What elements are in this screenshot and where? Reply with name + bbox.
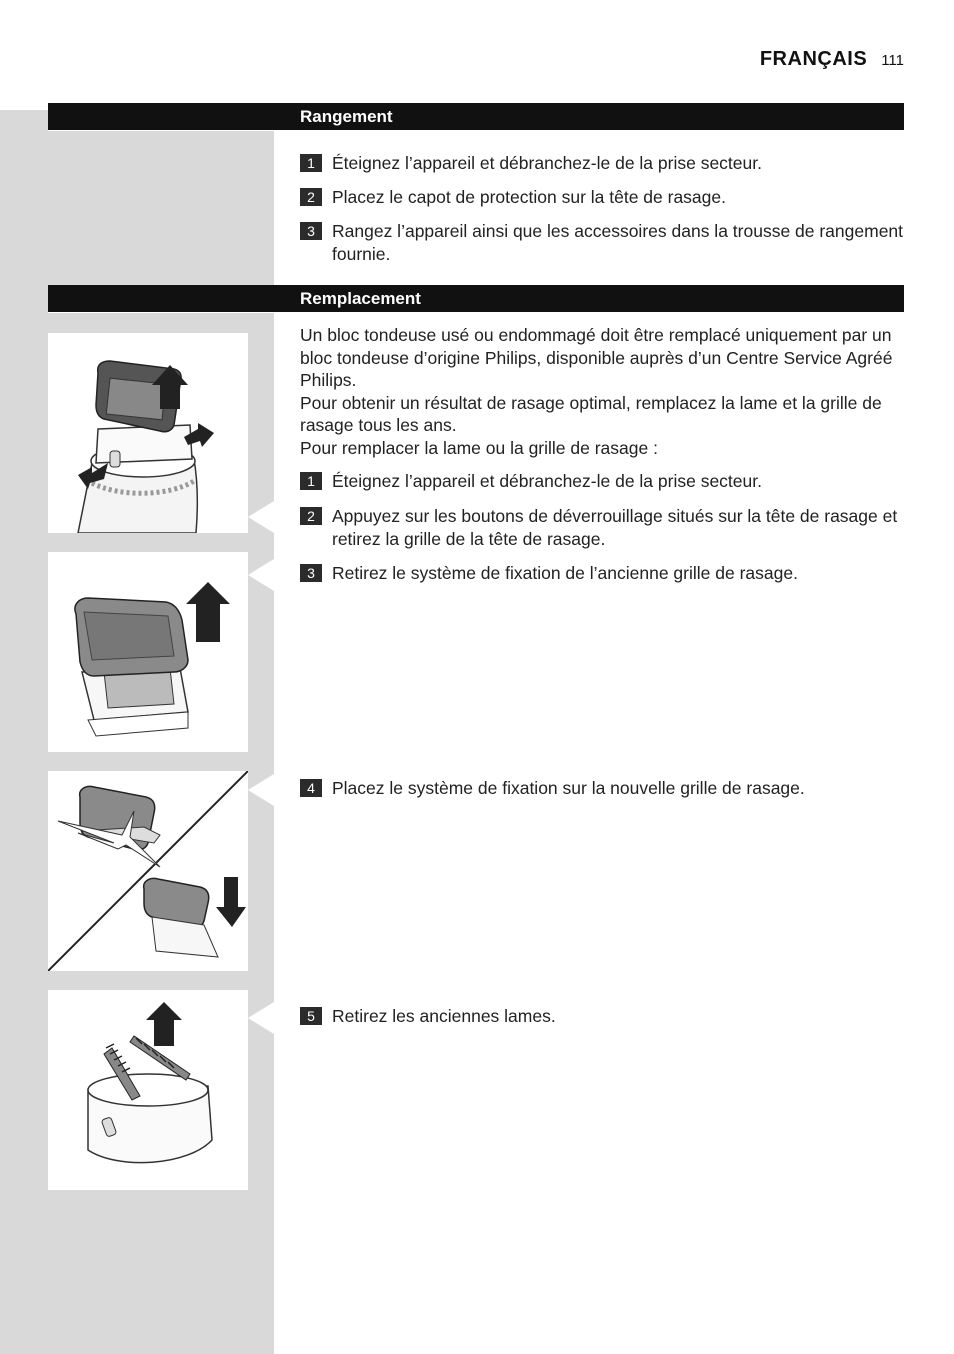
section-title: Remplacement [300, 289, 421, 308]
illustration-remove-cutters [48, 990, 248, 1190]
section-title: Rangement [300, 107, 393, 126]
step-text: Retirez le système de fixation de l’ancienne grille de rasage. [332, 563, 798, 583]
step-number: 1 [300, 154, 322, 172]
remplacement-intro [300, 324, 904, 460]
intro-paragraph: Pour remplacer la lame ou la grille de rasage : [300, 437, 658, 458]
page-header [760, 48, 904, 71]
step-text: Appuyez sur les boutons de déverrouillage situés sur la tête de rasage et retirez la grille de la tête de rasage. [332, 506, 898, 549]
remplacement-step-1 [300, 470, 904, 493]
figure-pointer [248, 770, 274, 810]
step-text: Retirez les anciennes lames. [332, 1006, 556, 1026]
figure-pointer [248, 497, 274, 537]
step-number: 4 [300, 779, 322, 797]
illustration-attach-frame [48, 771, 248, 971]
language-label: FRANÇAIS [759, 48, 868, 70]
illustration-remove-frame [48, 552, 248, 752]
step-number: 3 [300, 564, 322, 582]
intro-paragraph: Un bloc tondeuse usé ou endommagé doit être remplacé uniquement par un bloc tondeuse d’origine Philips, disponible auprès d’un Centre Service Agréé Philips. [300, 325, 893, 391]
remplacement-step-3 [300, 562, 904, 585]
step-text: Rangez l’appareil ainsi que les accessoires dans la trousse de rangement fournie. [332, 221, 904, 264]
figure-pointer [248, 555, 274, 595]
intro-paragraph: Pour obtenir un résultat de rasage optimal, remplacez la lame et la grille de rasage tous les ans. [300, 392, 882, 436]
step-number: 2 [300, 188, 322, 206]
section-bar-rangement [48, 103, 904, 131]
step-text: Placez le capot de protection sur la tête de rasage. [332, 187, 726, 207]
step-number: 5 [300, 1007, 322, 1025]
section-bar-remplacement [48, 285, 904, 313]
illustration-release-foil [48, 333, 248, 533]
step-text: Placez le système de fixation sur la nouvelle grille de rasage. [332, 778, 805, 798]
step-number: 1 [300, 472, 322, 490]
step-text: Éteignez l’appareil et débranchez-le de la prise secteur. [332, 471, 762, 491]
rangement-step-2 [300, 186, 904, 209]
step-number: 2 [300, 507, 322, 525]
rangement-step-3 [300, 220, 904, 266]
remplacement-step-4 [300, 777, 904, 800]
remplacement-step-5 [300, 1005, 904, 1028]
figure-pointer [248, 998, 274, 1038]
step-text: Éteignez l’appareil et débranchez-le de la prise secteur. [332, 153, 762, 173]
rangement-step-1 [300, 152, 904, 175]
step-number: 3 [300, 222, 322, 240]
remplacement-step-2 [300, 505, 904, 551]
page-number: 111 [881, 52, 904, 69]
